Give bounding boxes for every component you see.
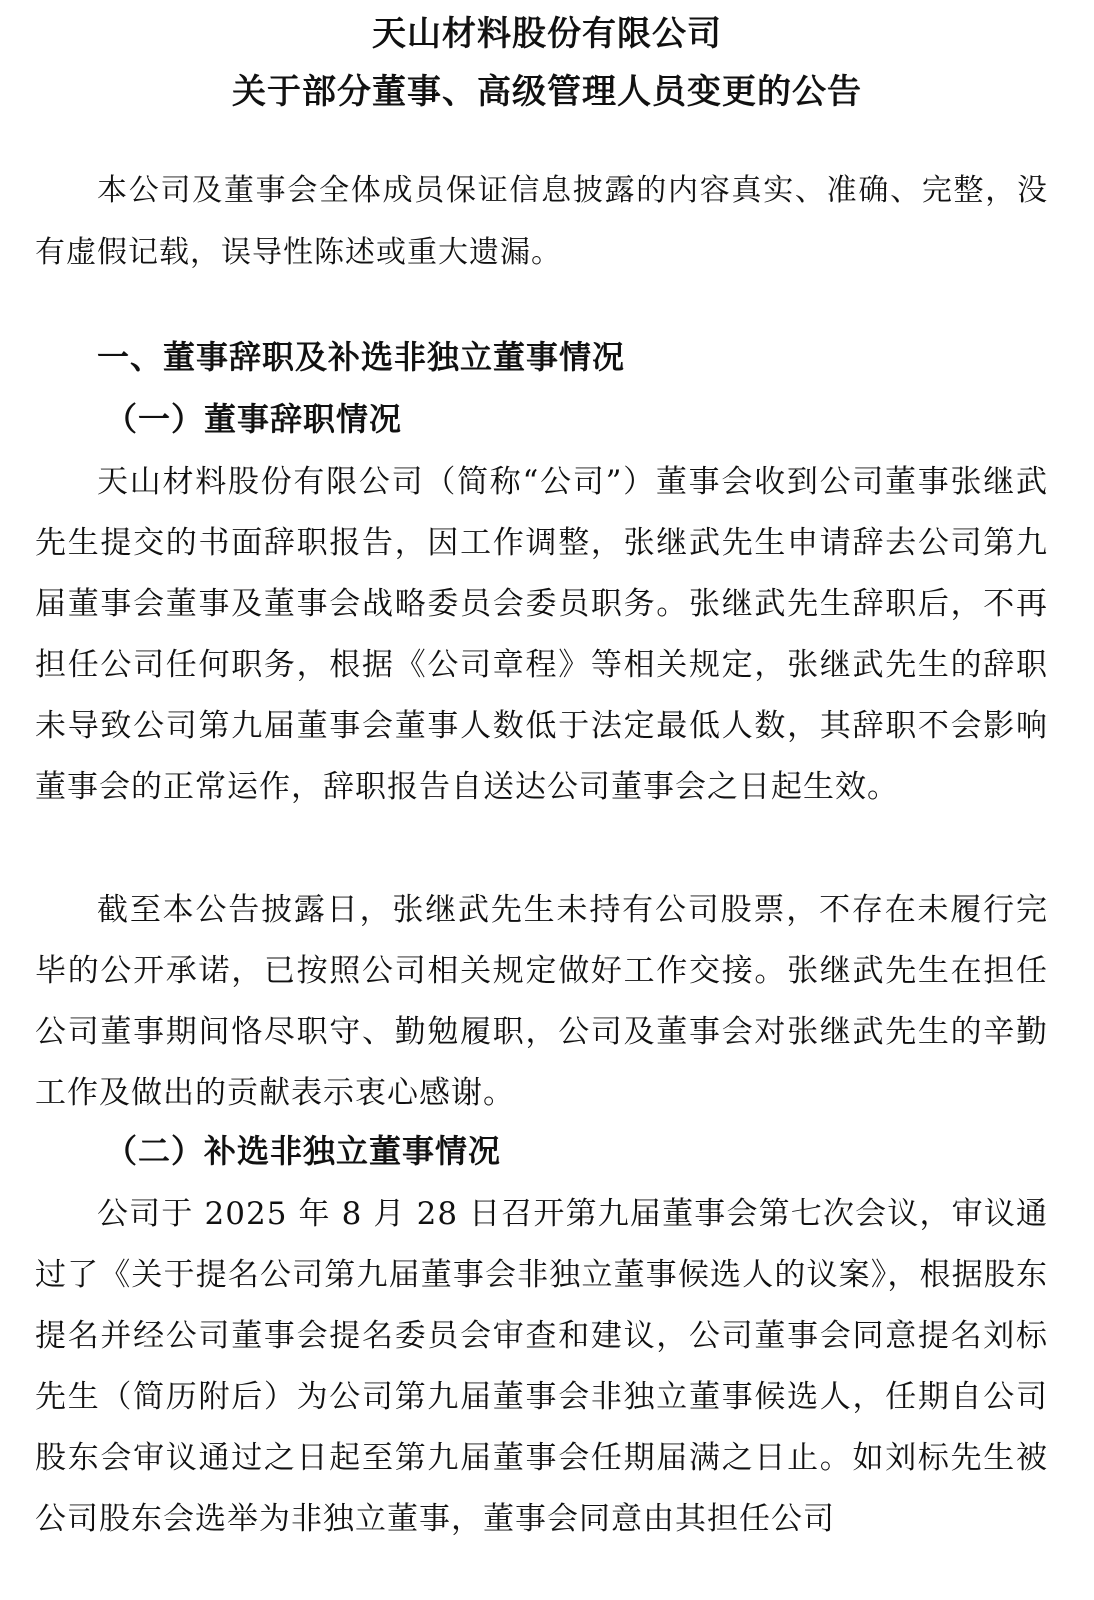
subsection-heading-2: （二）补选非独立董事情况 [105, 1132, 502, 1170]
subsection-heading-1: （一）董事辞职情况 [105, 400, 403, 438]
paragraph-resignation: 天山材料股份有限公司（简称“公司”）董事会收到公司董事张继武先生提交的书面辞职报告，因工作调整，张继武先生申请辞去公司第九届董事会董事及董事会战略委员会委员职务。张继武先生辞职后，不再担任公司任何职务，根据《公司章程》等相关规定，张继武先生的辞职未导致公司第九届董事会董事人数低于法定最低人数，其辞职不会影响董事会的正常运作，辞职报告自送达公司董事会之日起生效。 [35, 464, 1048, 805]
announcement-title: 关于部分董事、高级管理人员变更的公告 [232, 72, 862, 112]
paragraph-nomination: 公司于 2025 年 8 月 28 日召开第九届董事会第七次会议，审议通过了《关于提名公司第九届董事会非独立董事候选人的议案》，根据股东提名并经公司董事会提名委员会审查和建议，公司董事会同意提名刘标先生（简历附后）为公司第九届董事会非独立董事候选人，任期自公司股东会审议通过之日起至第九届董事会任期届满之日止。如刘标先生被公司股东会选举为非独立董事，董事会同意由其担任公司 [35, 1196, 1048, 1537]
company-title: 天山材料股份有限公司 [372, 14, 722, 54]
paragraph-acknowledgement: 截至本公告披露日，张继武先生未持有公司股票，不存在未履行完毕的公开承诺，已按照公司相关规定做好工作交接。张继武先生在担任公司董事期间恪尽职守、勤勉履职，公司及董事会对张继武先生的辛勤工作及做出的贡献表示衷心感谢。 [35, 892, 1048, 1111]
intro-statement: 本公司及董事会全体成员保证信息披露的内容真实、准确、完整，没有虚假记载，误导性陈述或重大遗漏。 [35, 173, 1048, 270]
section-heading-1: 一、董事辞职及补选非独立董事情况 [97, 338, 626, 376]
